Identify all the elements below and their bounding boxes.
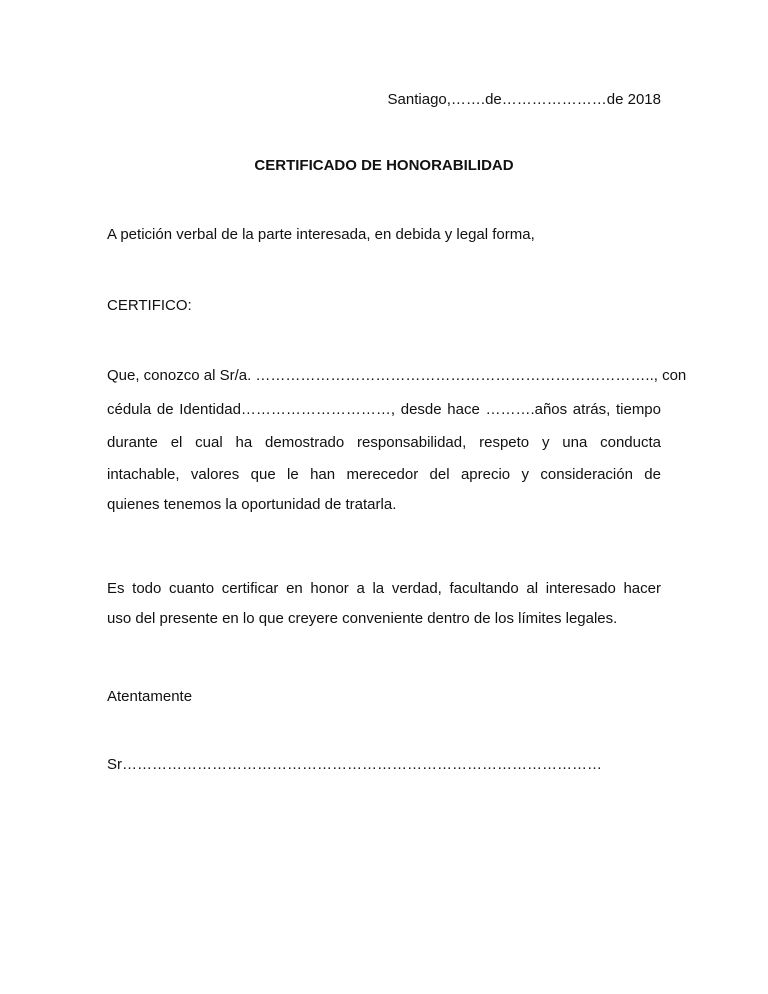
paragraph1-line: quienes tenemos la oportunidad de tratarla. [107,496,397,513]
paragraph1-line: durante el cual ha demostrado responsabilidad, respeto y una conducta [107,434,661,451]
paragraph1-line: intachable, valores que le han merecedor del aprecio y consideración de [107,466,661,483]
closing-text: Atentamente [107,688,193,705]
intro-line: A petición verbal de la parte interesada, en debida y legal forma, [107,226,535,243]
certifico-heading: CERTIFICO: [107,297,192,314]
paragraph1-line: cédula de Identidad…………………………, desde hace ……….años atrás, tiempo [107,401,661,418]
paragraph2-line: Es todo cuanto certificar en honor a la verdad, facultando al interesado hacer [107,580,661,597]
date-line: Santiago,…….de…………………de 2018 [387,91,661,108]
paragraph1-line: Que, conozco al Sr/a. …………………………………………………………………….., con [107,367,687,384]
certificate-title: CERTIFICADO DE HONORABILIDAD [254,157,514,174]
signature-line: Sr…………………………………………………………………………………… [107,756,602,773]
paragraph2-line: uso del presente en lo que creyere conveniente dentro de los límites legales. [107,610,618,627]
